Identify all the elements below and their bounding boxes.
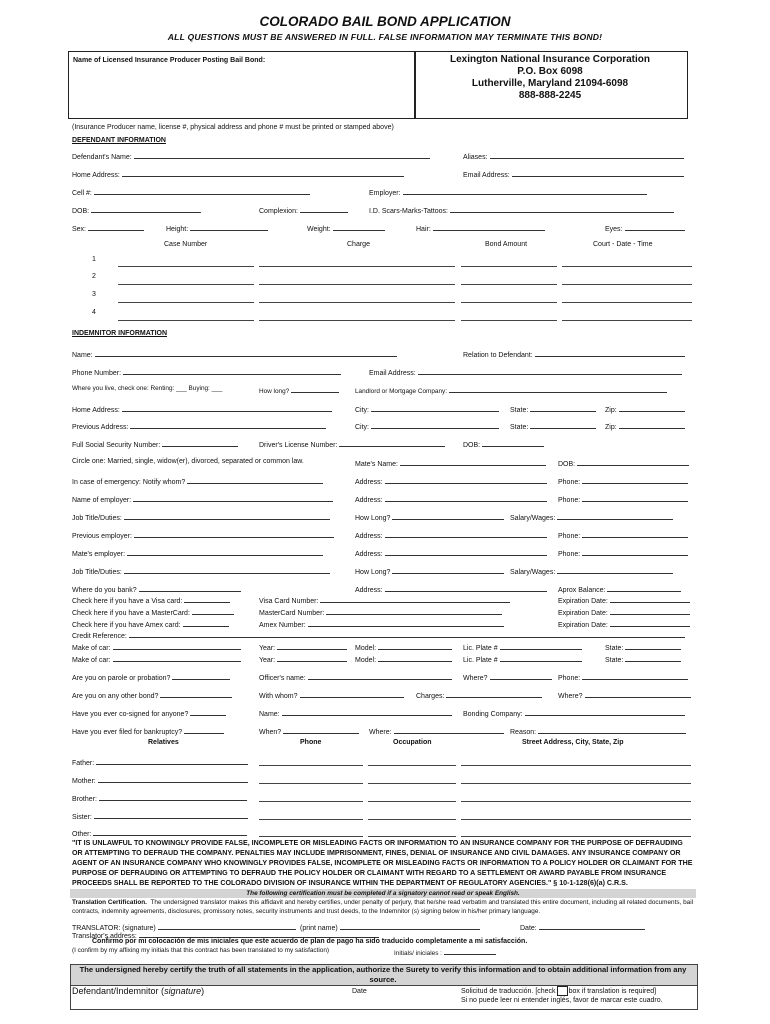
- case-row-line[interactable]: [118, 284, 254, 285]
- mate-employer-phone-field[interactable]: Phone:: [558, 548, 688, 558]
- visa-check-field[interactable]: Check here if you have a Visa card:: [72, 595, 230, 605]
- defendant-home-address-field[interactable]: Home Address:: [72, 169, 404, 179]
- balance-field[interactable]: Aprox Balance:: [558, 584, 681, 594]
- how-long-field[interactable]: How long?: [259, 385, 339, 395]
- court-date-header: Court - Date - Time: [593, 241, 653, 248]
- company-name: Lexington National Insurance Corporation: [449, 54, 650, 65]
- car-year-field[interactable]: Year:: [259, 642, 347, 652]
- mate-dob-field[interactable]: DOB:: [558, 458, 689, 468]
- address-header: Street Address, City, State, Zip: [522, 739, 624, 746]
- relative-address-line[interactable]: [461, 819, 691, 820]
- case-number-header: Case Number: [164, 241, 208, 248]
- company-phone: 888-888-2245: [518, 90, 582, 101]
- bankruptcy-when-field[interactable]: When?: [259, 726, 359, 736]
- relative-phone-line[interactable]: [259, 801, 363, 802]
- relative-row-father[interactable]: Father:: [72, 757, 248, 767]
- indemnitor-email-field[interactable]: Email Address:: [369, 367, 682, 377]
- car-model-field[interactable]: Model:: [355, 642, 452, 652]
- employer-address-field[interactable]: Address:: [355, 494, 547, 504]
- no-puede-text: Si no puede leer ni entender inglés, favor de marcar este cuadro.: [461, 997, 663, 1004]
- translation-request: Solicitud de traducción. [check box if translation is required]: [461, 987, 657, 995]
- form-subtitle: ALL QUESTIONS MUST BE ANSWERED IN FULL. FALSE INFORMATION MAY TERMINATE THIS BOND!: [167, 32, 603, 42]
- translation-certification: Translation Certification. The undersigned translator makes this affidavit and hereby certifies, under penalty of perjury, that he/she read verbatim and translated this entire document, including all related documents, bail contracts, indemnity agreements, disclosures, promissory notes, security instruments and trust deeds, to the Indemnitor (s) signing below in his/her primary language.: [72, 899, 694, 915]
- landlord-field[interactable]: Landlord or Mortgage Company:: [355, 385, 667, 395]
- case-row-line[interactable]: [118, 302, 254, 303]
- defendant-name-field[interactable]: Defendant's Name:: [72, 151, 430, 161]
- visa-number-field[interactable]: Visa Card Number:: [259, 595, 510, 605]
- prev-city-field[interactable]: City:: [355, 421, 499, 431]
- case-row-line[interactable]: [461, 284, 557, 285]
- case-row-line[interactable]: [461, 266, 557, 267]
- ssn-field[interactable]: Full Social Security Number:: [72, 439, 238, 449]
- producer-note: (Insurance Producer name, license #, physical address and phone # must be printed or stamped above): [72, 124, 394, 131]
- mate-how-long-field[interactable]: How Long?: [355, 566, 504, 576]
- emergency-phone-field[interactable]: Phone:: [558, 476, 688, 486]
- mate-name-field[interactable]: Mate's Name:: [355, 458, 546, 468]
- prev-employer-phone-field[interactable]: Phone:: [558, 530, 688, 540]
- relative-occupation-line[interactable]: [368, 819, 456, 820]
- certify-text: The undersigned hereby certify the truth of all statements in the application, authorize the Surety to verify this information and to obtain additional information from any source.: [79, 965, 687, 984]
- sex-field[interactable]: Sex:: [72, 223, 144, 233]
- form-title: COLORADO BAIL BOND APPLICATION: [259, 14, 511, 29]
- state-field[interactable]: State:: [510, 404, 596, 414]
- case-row-num: 3: [92, 291, 96, 298]
- indemnitor-name-field[interactable]: Name:: [72, 349, 397, 359]
- marital-status-text[interactable]: Circle one: Married, single, widow(er), divorced, separated or common law.: [72, 458, 304, 465]
- bank-address-field[interactable]: Address:: [355, 584, 547, 594]
- translation-notice: The following certification must be completed if a signatory cannot read or speak English.: [70, 889, 696, 898]
- emergency-address-field[interactable]: Address:: [355, 476, 547, 486]
- defendant-email-field[interactable]: Email Address:: [463, 169, 684, 179]
- signature-label: Defendant/Indemnitor (signature): [72, 986, 205, 996]
- employer-phone-field[interactable]: Phone:: [558, 494, 688, 504]
- mastercard-expiration-field[interactable]: Expiration Date:: [558, 607, 690, 617]
- drivers-license-field[interactable]: Driver's License Number:: [259, 439, 445, 449]
- company-po: P.O. Box 6098: [517, 66, 583, 77]
- parole-where-field[interactable]: Where?: [463, 672, 552, 682]
- relative-phone-line[interactable]: [259, 819, 363, 820]
- mastercard-check-field[interactable]: Check here if you have a MasterCard:: [72, 607, 234, 617]
- case-row-line[interactable]: [562, 302, 692, 303]
- bonding-company-field[interactable]: Bonding Company:: [463, 708, 685, 718]
- translator-print-name-field[interactable]: (print name): [300, 922, 480, 932]
- other-bond-field[interactable]: Are you on any other bond?: [72, 690, 232, 700]
- where-live-field[interactable]: Where you live, check one: Renting: ___ Buying: ___: [72, 385, 223, 392]
- case-row-line[interactable]: [259, 302, 455, 303]
- case-row-line[interactable]: [461, 320, 557, 321]
- translator-address-field[interactable]: Translator's address:: [72, 930, 379, 940]
- indemnitor-dob-field[interactable]: DOB:: [463, 439, 544, 449]
- indemnitor-phone-field[interactable]: Phone Number:: [72, 367, 341, 377]
- fraud-warning: "IT IS UNLAWFUL TO KNOWINGLY PROVIDE FALSE, INCOMPLETE OR MISLEADING FACTS OR INFORMATION TO AN INSURANCE COMPANY FOR THE PURPOSE OF DEFRAUDING OR ATTEMPTING TO DEFRAUD THE COMPANY. PENALTIES MAY INCLUDE IMPRISONMENT, FINES, DENIAL OF INSURANCE AND CIVIL DAMAGES. ANY INSURANCE COMPANY OR AGENT OF AN INSURANCE COMPANY WHO KNOWINGLY PROVIDES FALSE, INCOMPLETE OR MISLEADING FACTS OR INFORMATION TO A POLICY HOLDER OR CLAIMANT FOR THE PURPOSE OF DEFRAUDING OR ATTEMPTING TO DEFRAUD THE POLICY HOLDER OR CLAIMANT WITH REGARD TO A SETTLEMENT OR AWARD PAYABLE FROM INSURANCE PROCEEDS SHALL BE REPORTED TO THE COLORADO DIVISION OF INSURANCE WITHIN THE DEPARTMENT OF REGULATORY AGENCIES." § 10-1-128(6)(a) C.R.S.: [72, 839, 693, 887]
- city-field[interactable]: City:: [355, 404, 499, 414]
- relative-occupation-line[interactable]: [368, 765, 456, 766]
- mate-employer-address-field[interactable]: Address:: [355, 548, 547, 558]
- aliases-field[interactable]: Aliases:: [463, 151, 684, 161]
- relative-phone-line[interactable]: [259, 765, 363, 766]
- relative-occupation-line[interactable]: [368, 783, 456, 784]
- relative-row-brother[interactable]: Brother:: [72, 793, 247, 803]
- indemnitor-heading: INDEMNITOR INFORMATION: [72, 330, 168, 337]
- salary-field[interactable]: Salary/Wages:: [510, 512, 673, 522]
- case-row-num: 4: [92, 309, 96, 316]
- car-make-field[interactable]: Make of car:: [72, 642, 241, 652]
- case-row-line[interactable]: [118, 320, 254, 321]
- officer-phone-field[interactable]: Phone:: [558, 672, 688, 682]
- case-row-line[interactable]: [259, 266, 455, 267]
- relative-phone-line[interactable]: [259, 836, 363, 837]
- case-row-line[interactable]: [259, 320, 455, 321]
- relative-occupation-line[interactable]: [368, 836, 456, 837]
- relative-address-line[interactable]: [461, 765, 691, 766]
- height-field[interactable]: Height:: [166, 223, 268, 233]
- employer-name-field[interactable]: Name of employer:: [72, 494, 333, 504]
- cell-field[interactable]: Cell #:: [72, 187, 310, 197]
- translation-required-checkbox[interactable]: [557, 986, 568, 996]
- complexion-field[interactable]: Complexion:: [259, 205, 348, 215]
- bankruptcy-reason-field[interactable]: Reason:: [510, 726, 686, 736]
- prev-employer-address-field[interactable]: Address:: [355, 530, 547, 540]
- company-city: Lutherville, Maryland 21094-6098: [471, 78, 629, 89]
- signature-date-label: Date: [352, 988, 367, 995]
- credit-reference-field[interactable]: Credit Reference:: [72, 630, 685, 640]
- eyes-field[interactable]: Eyes:: [605, 223, 685, 233]
- amex-number-field[interactable]: Amex Number:: [259, 619, 504, 629]
- hair-field[interactable]: Hair:: [416, 223, 545, 233]
- bankruptcy-where-field[interactable]: Where:: [369, 726, 504, 736]
- car-year-2-field[interactable]: Year:: [259, 654, 347, 664]
- case-row-line[interactable]: [259, 284, 455, 285]
- case-row-line[interactable]: [118, 266, 254, 267]
- previous-address-field[interactable]: Previous Address:: [72, 421, 326, 431]
- case-row-line[interactable]: [562, 266, 692, 267]
- relative-phone-line[interactable]: [259, 783, 363, 784]
- defendant-heading: DEFENDANT INFORMATION: [72, 137, 166, 144]
- charge-header: Charge: [347, 241, 370, 248]
- case-row-line[interactable]: [461, 302, 557, 303]
- relatives-header: Relatives: [148, 739, 179, 746]
- case-row-line[interactable]: [562, 320, 692, 321]
- officer-name-field[interactable]: Officer's name:: [259, 672, 452, 682]
- relation-field[interactable]: Relation to Defendant:: [463, 349, 685, 359]
- bank-field[interactable]: Where do you bank?: [72, 584, 241, 594]
- weight-field[interactable]: Weight:: [307, 223, 385, 233]
- case-row-num: 1: [92, 256, 96, 263]
- producer-label: Name of Licensed Insurance Producer Posting Bail Bond:: [73, 57, 266, 64]
- prev-zip-field[interactable]: Zip:: [605, 421, 685, 431]
- car-state-field[interactable]: State:: [605, 642, 681, 652]
- bond-with-whom-field[interactable]: With whom?: [259, 690, 404, 700]
- job-how-long-field[interactable]: How Long?: [355, 512, 504, 522]
- defendant-employer-field[interactable]: Employer:: [369, 187, 647, 197]
- cosigned-field[interactable]: Have you ever co-signed for anyone?: [72, 708, 226, 718]
- amex-expiration-field[interactable]: Expiration Date:: [558, 619, 690, 629]
- english-confirmation: (I confirm by my affixing my initials that this contract has been translated to my satisfaction): [72, 947, 330, 954]
- car-make-2-field[interactable]: Make of car:: [72, 654, 241, 664]
- prev-state-field[interactable]: State:: [510, 421, 596, 431]
- bankruptcy-field[interactable]: Have you ever filed for bankruptcy?: [72, 726, 224, 736]
- relative-occupation-line[interactable]: [368, 801, 456, 802]
- mate-salary-field[interactable]: Salary/Wages:: [510, 566, 673, 576]
- visa-expiration-field[interactable]: Expiration Date:: [558, 595, 690, 605]
- spanish-confirmation: Confirmo por mi colocación de mis iniciales que este acuerdo de plan de pago ha sido traducido completamente a mi satisfacción.: [92, 938, 528, 945]
- mate-employer-field[interactable]: Mate's employer:: [72, 548, 323, 558]
- zip-field[interactable]: Zip:: [605, 404, 685, 414]
- relative-row-other[interactable]: Other:: [72, 828, 247, 838]
- relative-row-mother[interactable]: Mother:: [72, 775, 248, 785]
- initials-field[interactable]: Initials/ iniciales :: [394, 947, 496, 957]
- bond-charges-field[interactable]: Charges:: [416, 690, 542, 700]
- translator-date-field[interactable]: Date:: [520, 922, 645, 932]
- cosigned-name-field[interactable]: Name:: [259, 708, 452, 718]
- car-model-2-field[interactable]: Model:: [355, 654, 452, 664]
- defendant-dob-field[interactable]: DOB:: [72, 205, 201, 215]
- parole-field[interactable]: Are you on parole or probation?: [72, 672, 230, 682]
- car-state-2-field[interactable]: State:: [605, 654, 681, 664]
- car-plate-field[interactable]: Lic. Plate #: [463, 642, 582, 652]
- job-title-field[interactable]: Job Title/Duties:: [72, 512, 330, 522]
- amex-check-field[interactable]: Check here if you have Amex card:: [72, 619, 229, 629]
- indemnitor-home-address-field[interactable]: Home Address:: [72, 404, 332, 414]
- phone-header: Phone: [300, 739, 322, 746]
- mate-job-title-field[interactable]: Job Title/Duties:: [72, 566, 330, 576]
- bond-amount-header: Bond Amount: [485, 241, 528, 248]
- previous-employer-field[interactable]: Previous employer:: [72, 530, 334, 540]
- car-plate-2-field[interactable]: Lic. Plate #: [463, 654, 582, 664]
- mastercard-number-field[interactable]: MasterCard Number:: [259, 607, 502, 617]
- bond-where-field[interactable]: Where?: [558, 690, 691, 700]
- relative-address-line[interactable]: [461, 836, 691, 837]
- id-marks-field[interactable]: I.D. Scars-Marks-Tattoos:: [369, 205, 674, 215]
- case-row-line[interactable]: [562, 284, 692, 285]
- relative-address-line[interactable]: [461, 801, 691, 802]
- relative-row-sister[interactable]: Sister:: [72, 811, 248, 821]
- emergency-contact-field[interactable]: In case of emergency: Notify whom?: [72, 476, 323, 486]
- case-row-num: 2: [92, 273, 96, 280]
- translator-signature-field[interactable]: TRANSLATOR: (signature): [72, 922, 296, 932]
- occupation-header: Occupation: [393, 739, 432, 746]
- relative-address-line[interactable]: [461, 783, 691, 784]
